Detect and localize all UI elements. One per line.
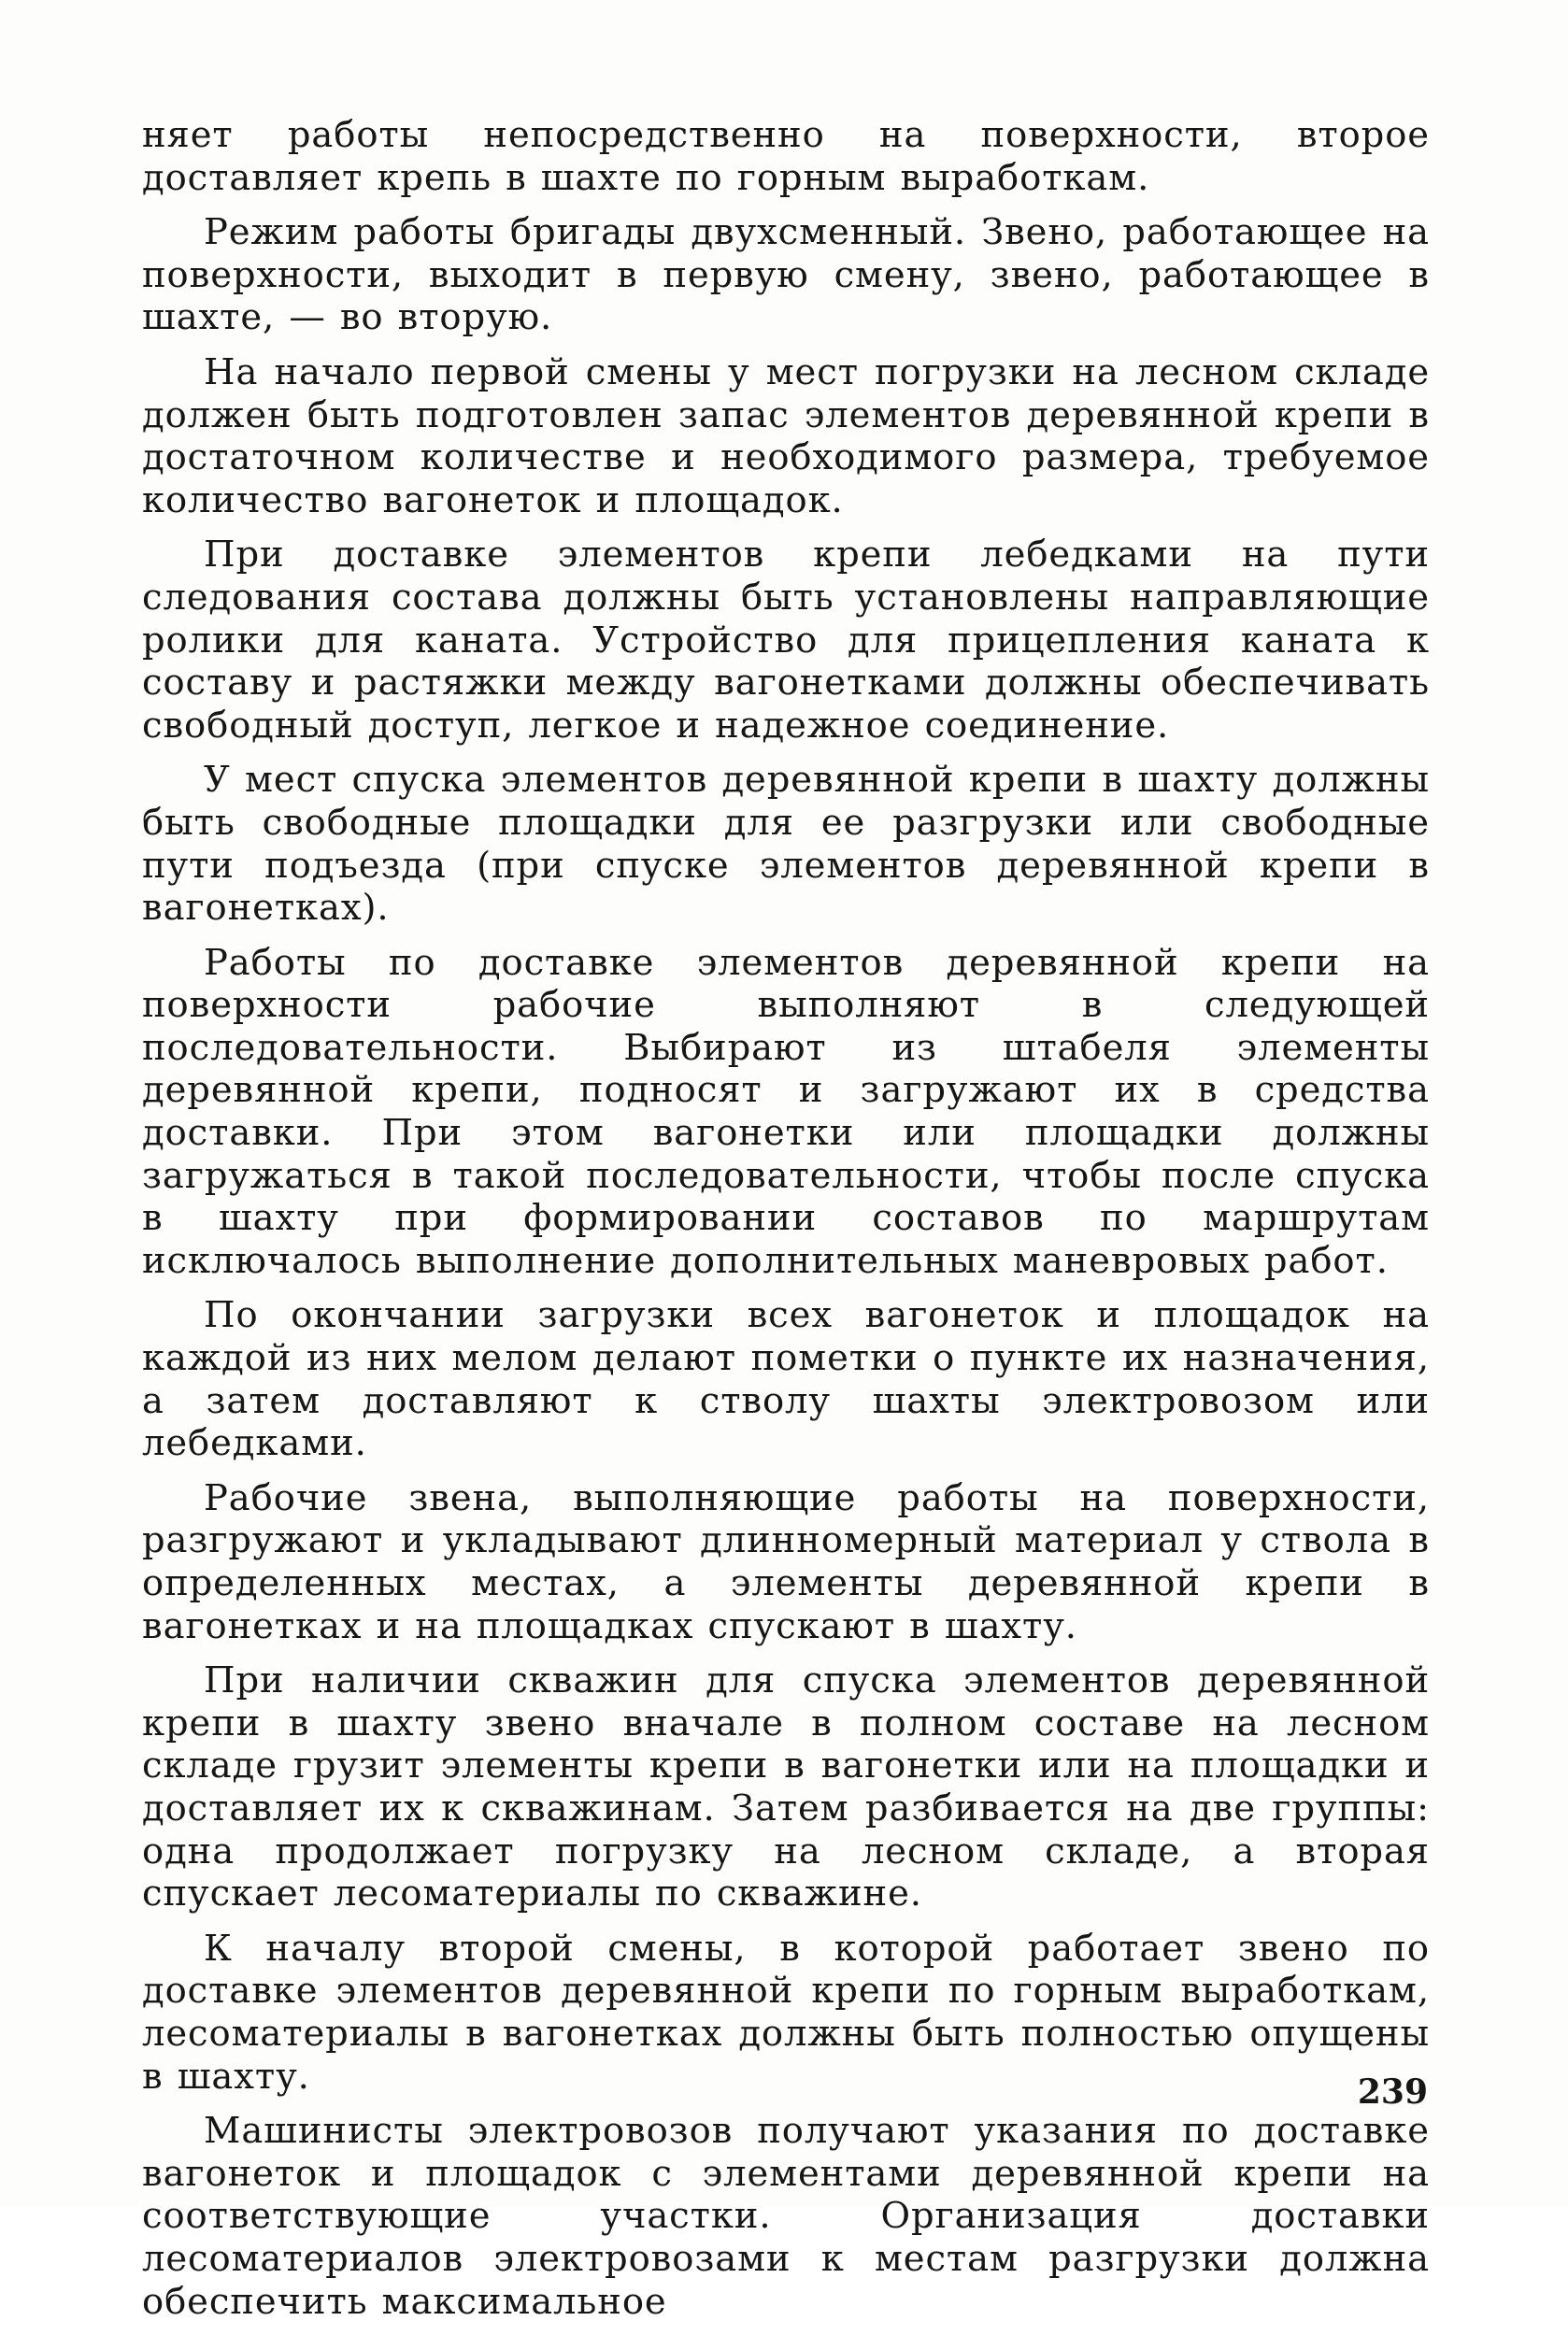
paragraph-2: Режим работы бригады двухсменный. Звено, работающее на поверхности, выходит в первую смену, звено, работающее в шахте, — во вторую. (142, 211, 1430, 339)
paragraph-5: У мест спуска элементов деревянной крепи в шахту должны быть свободные площадки для ее разгрузки или свободные пути подъезда (при спуске элементов деревянной крепи в вагонетках). (142, 759, 1430, 930)
paragraph-3: На начало первой смены у мест погрузки на лесном складе должен быть подготовлен запас элементов деревянной крепи в достаточном количестве и необходимого размера, требуемое количество вагонеток и площадок. (142, 350, 1430, 521)
paragraph-8: Рабочие звена, выполняющие работы на поверхности, разгружают и укладывают длинномерный материал у ствола в определенных местах, а элементы деревянной крепи в вагонетках и на площадках спускают в шахту. (142, 1476, 1430, 1647)
paragraph-6: Работы по доставке элементов деревянной крепи на поверхности рабочие выполняют в следующей последовательности. Выбирают из штабеля элементы деревянной крепи, подносят и загружают их в средства доставки. При этом вагонетки или площадки должны загружаться в такой последовательности, чтобы после спуска в шахту при формировании составов по маршрутам исключалось выполнение дополнительных маневровых работ. (142, 941, 1430, 1282)
paragraph-10: К началу второй смены, в которой работает звено по доставке элементов деревянной крепи по горным выработкам, лесоматериалы в вагонетках должны быть полностью опущены в шахту. (142, 1927, 1430, 2098)
paragraph-7: По окончании загрузки всех вагонеток и площадок на каждой из них мелом делают пометки о пункте их назначения, а затем доставляют к стволу шахты электровозом или лебедками. (142, 1294, 1430, 1465)
paragraph-9: При наличии скважин для спуска элементов деревянной крепи в шахту звено вначале в полном составе на лесном складе грузит элементы крепи в вагонетки или на площадки и доставляет их к скважинам. Затем разбивается на две группы: одна продолжает погрузку на лесном складе, а вторая спускает лесоматериалы по скважине. (142, 1659, 1430, 1915)
paragraph-4: При доставке элементов крепи лебедками на пути следования состава должны быть установлены направляющие ролики для каната. Устройство для прицепления каната к составу и растяжки между вагонетками должны обеспечивать свободный доступ, легкое и надежное соединение. (142, 534, 1430, 747)
paragraph-11: Машинисты электровозов получают указания по доставке вагонеток и площадок с элементами деревянной крепи на соответствующие участки. Организация доставки лесоматериалов электровозами к местам разгрузки должна обеспечить максимальное (142, 2110, 1430, 2323)
body-text (142, 114, 1430, 2335)
page-number: 239 (1357, 2072, 1428, 2112)
paragraph-1: няет работы непосредственно на поверхности, второе доставляет крепь в шахте по горным выработкам. (142, 114, 1430, 199)
